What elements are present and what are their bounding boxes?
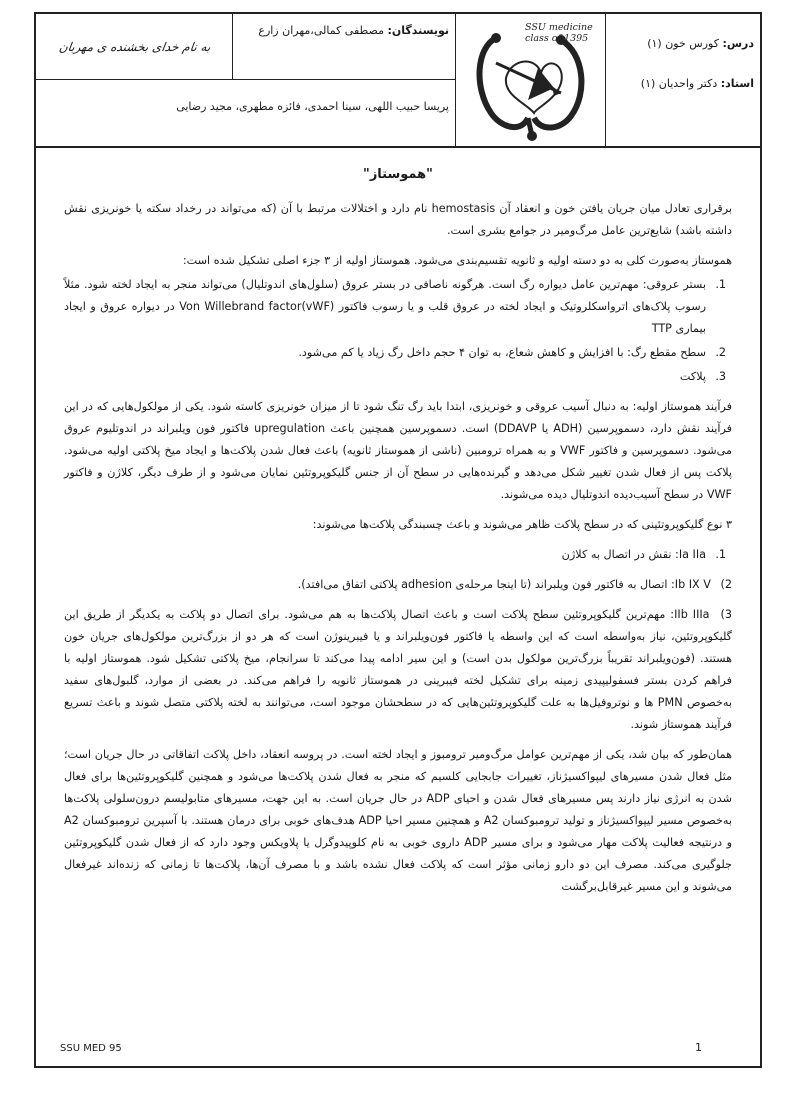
list-item (64, 342, 732, 364)
list-item (64, 274, 732, 340)
page-number: 1 (695, 1041, 702, 1054)
logo-cell (455, 14, 605, 146)
footer-course-code: SSU MED 95 (60, 1043, 122, 1054)
authors-cell (232, 14, 455, 80)
list-item-text: سطح مقطع رگ: با افزایش و کاهش شعاع، به توان ۴ حجم داخل رگ زیاد یا کم می‌شود. (298, 346, 706, 359)
glycoprotein-text: Ib IX V: اتصال به فاکتور فون ویلبراند (تا اینجا مرحله‌ی adhesion پلاکتی اتفاق می‌افتد). (297, 578, 711, 591)
paragraph-thrombosis: همان‌طور که بیان شد، یکی از مهم‌ترین عوامل مرگ‌ومیر ترومبوز و ایجاد لخته است. در پروسه انعقاد، داخل پلاکت اتفاقاتی در حال جریان است؛ مثل فعال شدن مسیرهای لیپواکسیژناز، تغییرات جابجایی کلسیم که منجر به فعال شدن پلاکت‌ها می‌شود و همچنین گلیکوپروتئین‌ها برای فعال شدن به انرژی نیاز دارند پس مسیرهای فعال شدن و احیای ADP در حال جریان است. به این جهت، مسیرهای متابولیسم درون‌سلولی پلاکت‌ها به‌خصوص مسیر لیپواکسیژناز و تولید ترومبوکسان A2 و همچنین مسیر احیا ADP هدف‌های خوبی برای درمان هستند. با آسپرین ترومبوکسان A2 و درنتیجه فعالیت پلاکت مهار می‌شود و برای مسیر ADP داروی خوبی به نام کلوپیدوگرل یا پلاویکس وجود دارد که از فعال شدن گلیکوپروتئین جلوگیری می‌کند. مصرف این دو دارو زمانی مؤثر است که پلاکت فعال نشده باشد و با مصرف آن‌ها، پلاکت‌ها تا زمانی که زنده‌اند غیرفعال می‌شوند و این مسیر غیرقابل‌برگشت (64, 748, 733, 893)
list-item-number: 3. (715, 370, 726, 383)
authors-value: مصطفی کمالی،مهران زارع (258, 24, 384, 37)
page-frame (34, 12, 762, 1068)
glycoprotein-number: 2) (720, 578, 732, 591)
glycoprotein-text: IIb IIIa: مهم‌ترین گلیکوپروتئین سطح پلاکت است و باعث اتصال پلاکت‌ها به هم می‌شود. برای اتصال دو پلاکت به یکدیگر از طریق این گلیکوپروتئین، نیاز به‌واسطه است که این واسطه یا فاکتور فون‌ویلبراند و یا فیبرینوژن است که هر دو از بزرگ‌ترین مولکول‌های جریان خون هستند. (فون‌ویلبراند تقریباً بزرگ‌ترین مولکول بدن است) و این سیر ادامه پیدا می‌کند تا سرانجام، میخ پلاکتی تشکیل شود. هموستاز اولیه با فراهم کردن بستر فسفولیپیدی زمینه برای تشکیل لخته فیبرینی در هموستاز ثانویه را فراهم می‌کند. در بعضی از موارد، گلبول‌های سفید به‌خصوص PMN ها و نوتروفیل‌ها به علت گلیکوپروتئین‌هایی که در سطحشان موجود است، می‌توانند به لخته پلاکتی متصل شوند و باعث تسریع فرآیند هموستاز شوند. (64, 608, 732, 731)
authors-label: نویسندگان: (387, 24, 449, 37)
logo-caption (525, 22, 595, 44)
glycoprotein-item (64, 604, 732, 736)
logo-caption-line-2: class of 1395 (525, 33, 589, 44)
teacher-value: دکتر واحدیان (۱) (640, 77, 718, 90)
glycoprotein-text: Ia IIa: نقش در اتصال به کلاژن (561, 548, 706, 561)
paragraph-primary-hemostasis: فرآیند هموستاز اولیه: به دنبال آسیب عروقی و خونریزی، ابتدا باید رگ تنگ شود تا از میزان خونریزی کاسته شود. یکی از مولکول‌هایی که در این فرآیند نقش دارد، دسموپرسین (ADH یا DDAVP) است. دسموپرسین همچنین باعث upregulation فاکتور فون ویلبراند در اندوتلیوم عروق می‌شود. دسموپرسین و فاکتور VWF و به همراه ترومبین (ناشی از هموستاز ثانویه) باعث فعال شدن پلاکت‌ها و ایجاد میخ پلاکتی اولیه می‌شود. پلاکت پس از فعال شدن تغییر شکل می‌دهد و گیرنده‌هایی در سطح آن از جنس گلیکوپروتئین نمایان می‌شود و از طرف دیگر، کلاژن و فاکتور VWF در سطح آسیب‌دیده اندوتلیال دیده می‌شوند. (64, 400, 732, 501)
glycoprotein-number: 1. (715, 548, 726, 561)
logo-caption-line-1: SSU medicine (525, 22, 593, 33)
document-body (36, 148, 760, 906)
document-header (36, 14, 760, 148)
teacher-label: استاد: (720, 77, 754, 90)
teacher-line (606, 64, 754, 104)
document-title: "هموستاز" (363, 167, 433, 182)
list-item-number: 2. (715, 346, 726, 359)
course-value: کورس خون (۱) (647, 37, 719, 50)
course-info-cell (605, 14, 760, 146)
paragraph-classification: هموستاز به‌صورت کلی به دو دسته اولیه و ثانویه تقسیم‌بندی می‌شود. هموستاز اولیه از ۳ جزء اصلی تشکیل شده است: (182, 254, 732, 267)
list-item-text: بستر عروقی: مهم‌ترین عامل دیواره رگ است. هرگونه ناصافی در بستر عروق (سلول‌های اندوتلیال) می‌تواند منجر به ایجاد لخته شود. مثلاً رسوب پلاک‌های اترواسکلروتیک و ایجاد لخته در عروق قلب و یا رسوب فاکتور Von Willebrand factor(vWF) در دیواره عروق و ایجاد بیماری TTP (64, 278, 706, 335)
paragraph-intro: برقراری تعادل میان جریان یافتن خون و انعقاد آن hemostasis نام دارد و اختلالات مرتبط با آن (که می‌تواند در رخداد سکته یا خونریزی نقش داشته باشد) شایع‌ترین عامل مرگ‌ومیر در جوامع بشری است. (64, 202, 732, 237)
course-label: درس: (722, 37, 754, 50)
glycoprotein-item (64, 574, 732, 596)
list-item-text: پلاکت (679, 370, 706, 383)
paragraph-glycoproteins-intro: ۳ نوع گلیکوپروتئینی که در سطح پلاکت ظاهر می‌شوند و باعث چسبندگی پلاکت‌ها می‌شوند: (312, 518, 732, 531)
basmala-text: به نام خدای بخشنده ی مهربان (58, 39, 212, 54)
course-line (606, 24, 754, 64)
glycoprotein-number: 3) (720, 608, 733, 621)
reviewers-value: پریسا حبیب اللهی، سینا احمدی، فائزه مطهری، مجید رضایی (176, 100, 449, 113)
basmala-cell (36, 14, 234, 80)
list-item-number: 1. (715, 278, 726, 291)
reviewers-cell (34, 80, 455, 146)
list-item (64, 366, 732, 388)
glycoprotein-item (64, 544, 732, 566)
